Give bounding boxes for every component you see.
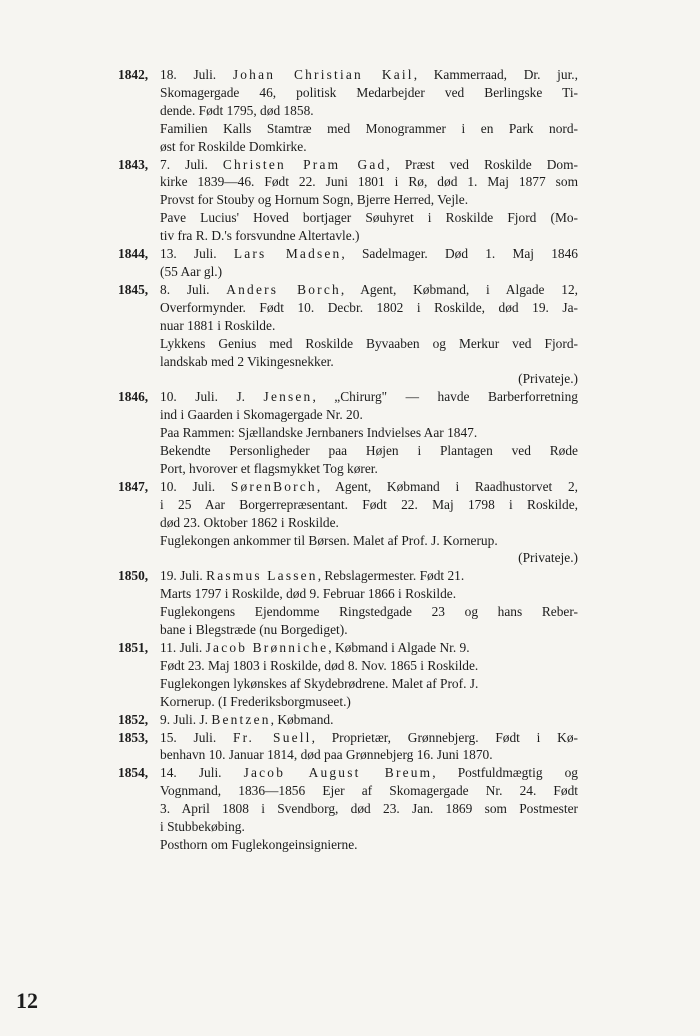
text-line: Fuglekongens Ejendomme Ringstedgade 23 og hans Reber- bbox=[160, 604, 578, 620]
entry-text bbox=[160, 388, 578, 478]
text-line: benhavn 10. Januar 1814, død paa Grønnebjerg 16. Juni 1870. bbox=[160, 747, 493, 763]
text-line: Bekendte Personligheder paa Højen i Plantagen ved Røde bbox=[160, 443, 578, 459]
text-line: i 25 Aar Borgerrepræsentant. Født 22. Maj 1798 i Roskilde, bbox=[160, 496, 578, 512]
person-name: Jensen bbox=[263, 389, 313, 405]
page-number: 12 bbox=[16, 988, 38, 1013]
text-line: 10. Juli. J. Jensen, „Chirurg" — havde Barberforretning bbox=[160, 389, 578, 405]
text-line: 11. Juli. Jacob Brønniche, Købmand i Algade Nr. 9. bbox=[160, 640, 470, 655]
entry bbox=[118, 156, 578, 246]
text-line: 3. April 1808 i Svendborg, død 23. Jan. 1869 som Postmester bbox=[160, 801, 578, 817]
entry-text bbox=[160, 639, 578, 711]
text-line: Kornerup. (I Frederiksborgmuseet.) bbox=[160, 693, 351, 709]
text-line: Vognmand, 1836—1856 Ejer af Skomagergade Nr. 24. Født bbox=[160, 783, 578, 799]
entry bbox=[118, 567, 578, 639]
text-line: i Stubbekøbing. bbox=[160, 819, 245, 835]
person-name: SørenBorch bbox=[230, 478, 317, 494]
person-name: Rasmus Lassen bbox=[206, 568, 318, 584]
entry-text bbox=[160, 245, 578, 281]
entry-year: 1850, bbox=[118, 568, 149, 584]
text-line: Født 23. Maj 1803 i Roskilde, død 8. Nov. 1865 i Roskilde. bbox=[160, 657, 479, 673]
text-line: Lykkens Genius med Roskilde Byvaaben og Merkur ved Fjord- bbox=[160, 335, 578, 351]
text-line: Skomagergade 46, politisk Medarbejder ved Berlingske Ti- bbox=[160, 84, 578, 100]
text-line: bane i Blegstræde (nu Borgediget). bbox=[160, 622, 348, 638]
entry-text bbox=[160, 156, 578, 246]
entry bbox=[118, 639, 578, 711]
text-line: 18. Juli. Johan Christian Kail, Kammerraad, Dr. jur., bbox=[160, 67, 578, 82]
entry-year: 1843, bbox=[118, 156, 149, 172]
entry bbox=[118, 711, 578, 729]
person-name: Bentzen bbox=[211, 711, 271, 727]
entry-year: 1846, bbox=[118, 389, 149, 405]
text-line: (Privateje.) bbox=[518, 371, 578, 387]
entry-text bbox=[160, 66, 578, 156]
entry-year: 1844, bbox=[118, 246, 149, 262]
entry-year: 1847, bbox=[118, 478, 149, 494]
text-line: øst for Roskilde Domkirke. bbox=[160, 138, 307, 154]
entry-text bbox=[160, 729, 578, 765]
entry bbox=[118, 729, 578, 765]
entry bbox=[118, 281, 578, 388]
person-name: Anders Borch bbox=[226, 281, 341, 297]
person-name: Jacob August Breum bbox=[243, 765, 433, 781]
entry-year: 1854, bbox=[118, 765, 149, 781]
text-line: (55 Aar gl.) bbox=[160, 263, 223, 279]
text-line: Posthorn om Fuglekongeinsignierne. bbox=[160, 836, 358, 852]
text-line: kirke 1839—46. Født 22. Juni 1801 i Rø, død 1. Maj 1877 som bbox=[160, 174, 578, 190]
entry-year: 1842, bbox=[118, 67, 149, 82]
person-name: Fr. Suell bbox=[232, 729, 312, 745]
entry-year: 1851, bbox=[118, 640, 149, 655]
person-name: Jacob Brønniche bbox=[205, 640, 329, 655]
person-name: Johan Christian Kail bbox=[232, 67, 414, 82]
text-line: Port, hvorover et flagsmykket Tog kører. bbox=[160, 460, 378, 476]
entry-year: 1852, bbox=[118, 711, 149, 727]
text-line: Fuglekongen ankommer til Børsen. Malet af Prof. J. Kornerup. bbox=[160, 532, 498, 548]
text-line: 8. Juli. Anders Borch, Agent, Købmand, i Algade 12, bbox=[160, 281, 578, 297]
entry-text bbox=[160, 711, 578, 729]
entry bbox=[118, 388, 578, 478]
text-line: Paa Rammen: Sjællandske Jernbaners Indvielses Aar 1847. bbox=[160, 425, 478, 441]
text-line: død 23. Oktober 1862 i Roskilde. bbox=[160, 514, 339, 530]
person-name: Christen Pram Gad bbox=[222, 156, 387, 172]
text-line: 19. Juli. Rasmus Lassen, Rebslagermester. Født 21. bbox=[160, 568, 465, 584]
entry-text bbox=[160, 281, 578, 388]
text-line: Pave Lucius' Hoved bortjager Søuhyret i Roskilde Fjord (Mo- bbox=[160, 210, 578, 226]
entry bbox=[118, 66, 578, 156]
entry-text bbox=[160, 478, 578, 568]
entry-text bbox=[160, 764, 578, 854]
text-line: Overformynder. Født 10. Decbr. 1802 i Roskilde, død 19. Ja- bbox=[160, 299, 578, 315]
text-line: Provst for Stouby og Hornum Sogn, Bjerre Herred, Vejle. bbox=[160, 192, 469, 208]
entry bbox=[118, 478, 578, 568]
text-line: tiv fra R. D.'s forsvundne Altertavle.) bbox=[160, 228, 360, 244]
text-line: nuar 1881 i Roskilde. bbox=[160, 317, 276, 333]
entry-list bbox=[118, 66, 578, 854]
text-line: 9. Juli. J. Bentzen, Købmand. bbox=[160, 711, 334, 727]
text-line: (Privateje.) bbox=[518, 550, 578, 566]
text-line: 15. Juli. Fr. Suell, Proprietær, Grønnebjerg. Født i Kø- bbox=[160, 729, 578, 745]
person-name: Lars Madsen bbox=[233, 246, 342, 262]
text-line: 7. Juli. Christen Pram Gad, Præst ved Roskilde Dom- bbox=[160, 156, 578, 172]
text-line: dende. Født 1795, død 1858. bbox=[160, 102, 314, 118]
text-line: Familien Kalls Stamtræ med Monogrammer i en Park nord- bbox=[160, 120, 578, 136]
text-line: 13. Juli. Lars Madsen, Sadelmager. Død 1. Maj 1846 bbox=[160, 246, 578, 262]
text-line: ind i Gaarden i Skomagergade Nr. 20. bbox=[160, 407, 363, 423]
text-line: landskab med 2 Vikingesnekker. bbox=[160, 353, 334, 369]
text-line: 10. Juli. SørenBorch, Agent, Købmand i Raadhustorvet 2, bbox=[160, 478, 578, 494]
entry-year: 1853, bbox=[118, 729, 149, 745]
entry bbox=[118, 245, 578, 281]
text-line: Fuglekongen lykønskes af Skydebrødrene. Malet af Prof. J. bbox=[160, 675, 479, 691]
text-line: Marts 1797 i Roskilde, død 9. Februar 1866 i Roskilde. bbox=[160, 586, 457, 602]
entry bbox=[118, 764, 578, 854]
entry-year: 1845, bbox=[118, 281, 149, 297]
entry-text bbox=[160, 567, 578, 639]
text-line: 14. Juli. Jacob August Breum, Postfuldmægtig og bbox=[160, 765, 578, 781]
